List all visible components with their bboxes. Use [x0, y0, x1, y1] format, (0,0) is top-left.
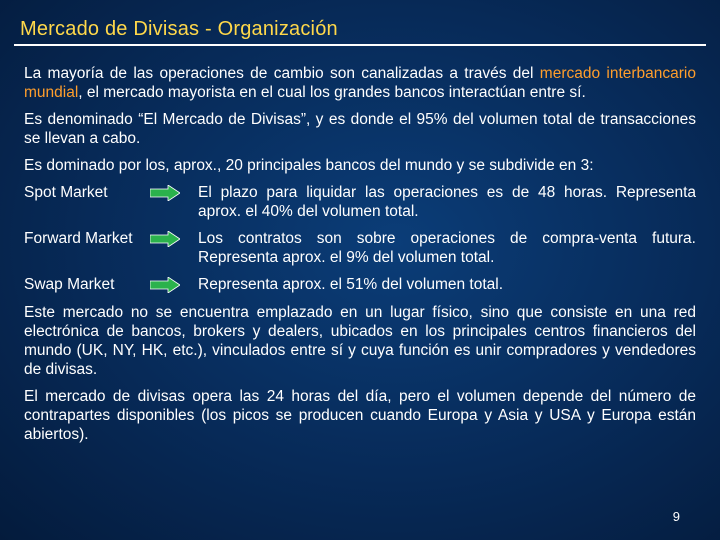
title-divider [14, 44, 706, 46]
paragraph-definition: Es denominado “El Mercado de Divisas”, y es donde el 95% del volumen total de transacciones se llevan a cabo. [24, 111, 696, 147]
slide-title: Mercado de Divisas - Organización [20, 18, 338, 40]
paragraph-subdivision: Es dominado por los, aprox., 20 principales bancos del mundo y se subdivide en 3: [24, 157, 594, 174]
right-arrow-icon [144, 229, 190, 249]
right-arrow-icon [144, 183, 190, 203]
paragraph-network: Este mercado no se encuentra emplazado en un lugar físico, sino que consiste en una red electrónica de bancos, brokers y dealers, ubicados en los principales centros financieros del mundo (UK, NY, HK, etc.), vinculados entre sí y cuya función es unir compradores y vendedores de divisas. [24, 304, 696, 378]
market-row-spot [24, 183, 696, 221]
market-label-forward: Forward Market [24, 230, 133, 247]
market-desc-swap: Representa aprox. el 51% del volumen total. [198, 276, 504, 293]
paragraph-interbank-before: La mayoría de las operaciones de cambio son canalizadas a través del [24, 65, 540, 82]
market-label-spot: Spot Market [24, 184, 108, 201]
highlight-interbank-market: mercado interbancario mundial [24, 65, 696, 101]
right-arrow-icon [144, 275, 190, 295]
market-label-swap: Swap Market [24, 276, 115, 293]
paragraph-interbank-after: , el mercado mayorista en el cual los grandes bancos interactúan entre sí. [78, 84, 586, 101]
market-row-forward [24, 229, 696, 267]
slide-content [24, 64, 696, 452]
market-desc-forward: Los contratos son sobre operaciones de compra-venta futura. Representa aprox. el 9% del volumen total. [198, 230, 696, 266]
market-desc-spot: El plazo para liquidar las operaciones es de 48 horas. Representa aprox. el 40% del volumen total. [198, 184, 696, 220]
paragraph-interbank [24, 64, 696, 102]
paragraph-hours: El mercado de divisas opera las 24 horas del día, pero el volumen depende del número de contrapartes disponibles (los picos se producen cuando Europa y Asia y USA y Europa están abiertos). [24, 388, 696, 443]
market-row-swap [24, 275, 696, 295]
page-number: 9 [672, 509, 680, 524]
